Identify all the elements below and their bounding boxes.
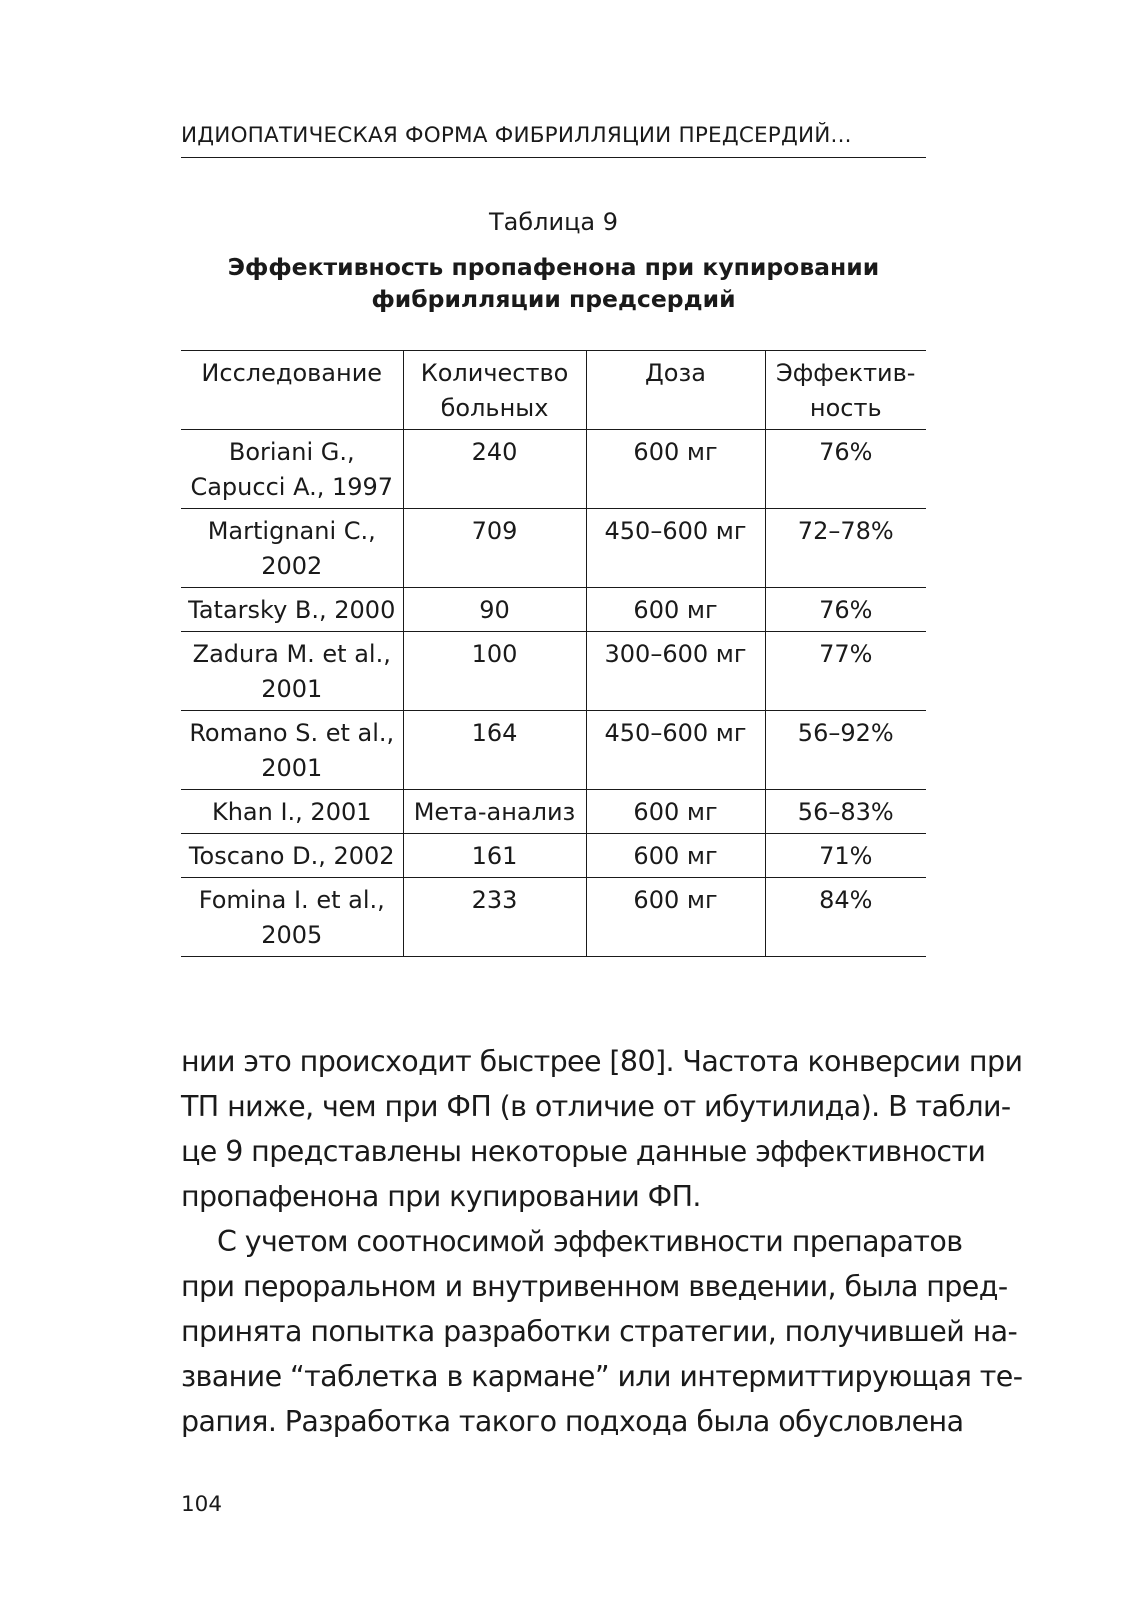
cell-line: больных [440, 394, 549, 422]
cell-line: 76% [819, 596, 873, 624]
cell-line: 77% [819, 640, 873, 668]
table-cell [586, 878, 765, 957]
cell-line: Zadura M. et al., [192, 640, 391, 668]
cell-line: 600 мг [633, 798, 718, 826]
table-cell [586, 834, 765, 878]
table-title [181, 251, 926, 315]
body-text [181, 1039, 1023, 1444]
cell-line: Martignani C., [207, 517, 376, 545]
table-row [181, 430, 926, 509]
table-label: Таблица 9 [488, 208, 619, 236]
paragraph-line: це 9 представлены некоторые данные эффективности [181, 1135, 986, 1168]
cell-line: 233 [471, 886, 518, 914]
table-cell [765, 711, 926, 790]
table-cell [403, 834, 586, 878]
cell-line: 90 [479, 596, 510, 624]
column-header [765, 351, 926, 430]
cell-line: 450–600 мг [604, 517, 747, 545]
table-cell [765, 430, 926, 509]
table-header [181, 351, 926, 430]
paragraph-line: звание “таблетка в кармане” или интермиттирующая те- [181, 1360, 1023, 1393]
cell-line: 600 мг [633, 596, 718, 624]
cell-line: 2002 [261, 552, 323, 580]
table-cell [181, 711, 403, 790]
table-row [181, 509, 926, 588]
table-cell [181, 632, 403, 711]
table-cell [765, 878, 926, 957]
table-cell [181, 834, 403, 878]
table-row [181, 878, 926, 957]
table-cell [403, 632, 586, 711]
cell-line: 2001 [261, 754, 323, 782]
column-header [181, 351, 403, 430]
table-row [181, 588, 926, 632]
table-row [181, 834, 926, 878]
page-number: 104 [181, 1492, 223, 1517]
table-cell [181, 588, 403, 632]
cell-line: Эффектив- [776, 359, 916, 387]
cell-line: Количество [420, 359, 569, 387]
cell-line: 71% [819, 842, 873, 870]
cell-line: ность [809, 394, 882, 422]
cell-line: 600 мг [633, 438, 718, 466]
table-cell [403, 588, 586, 632]
table-cell [765, 834, 926, 878]
cell-line: 2001 [261, 675, 323, 703]
cell-line: Исследование [201, 359, 383, 387]
cell-line: 56–92% [797, 719, 894, 747]
table-cell [586, 588, 765, 632]
running-header: ИДИОПАТИЧЕСКАЯ ФОРМА ФИБРИЛЛЯЦИИ ПРЕДСЕРДИЙ... [181, 121, 926, 158]
table-cell [403, 711, 586, 790]
column-header [586, 351, 765, 430]
table-cell [765, 632, 926, 711]
cell-line: 100 [471, 640, 518, 668]
table-cell [403, 790, 586, 834]
paragraph-line: при пероральном и внутривенном введении, была пред- [181, 1270, 1008, 1303]
paragraph-line: рапия. Разработка такого подхода была обусловлена [181, 1405, 964, 1438]
cell-line: Toscano D., 2002 [188, 842, 395, 870]
cell-line: 600 мг [633, 842, 718, 870]
table-row [181, 711, 926, 790]
table-cell [586, 509, 765, 588]
cell-line: Romano S. et al., [189, 719, 395, 747]
paragraph-line: ТП ниже, чем при ФП (в отличие от ибутилида). В табли- [181, 1090, 1011, 1123]
cell-line: 240 [471, 438, 518, 466]
table-cell [403, 878, 586, 957]
cell-line: 300–600 мг [604, 640, 747, 668]
cell-line: 709 [471, 517, 518, 545]
table-cell [765, 790, 926, 834]
paragraph-line: пропафенона при купировании ФП. [181, 1180, 701, 1213]
table-cell [765, 509, 926, 588]
table-cell [765, 588, 926, 632]
cell-line: 84% [819, 886, 873, 914]
column-header [403, 351, 586, 430]
table-cell [586, 790, 765, 834]
cell-line: Khan I., 2001 [211, 798, 372, 826]
header-row [181, 351, 926, 430]
table-body [181, 430, 926, 957]
table-title-line: Эффективность пропафенона при купировании [227, 253, 880, 281]
table-cell [586, 430, 765, 509]
cell-line: Доза [645, 359, 706, 387]
cell-line: 72–78% [797, 517, 894, 545]
table-cell [181, 430, 403, 509]
paragraph-line: С учетом соотносимой эффективности препаратов [217, 1225, 963, 1258]
paragraph-line: принята попытка разработки стратегии, получившей на- [181, 1315, 1018, 1348]
cell-line: 76% [819, 438, 873, 466]
table-cell [586, 711, 765, 790]
cell-line: 450–600 мг [604, 719, 747, 747]
cell-line: Мета-анализ [413, 798, 576, 826]
table-row [181, 790, 926, 834]
table-cell [181, 790, 403, 834]
table-row [181, 632, 926, 711]
cell-line: 164 [471, 719, 518, 747]
cell-line: 2005 [261, 921, 323, 949]
efficacy-table [181, 350, 926, 957]
cell-line: 600 мг [633, 886, 718, 914]
table-title-line: фибрилляции предсердий [371, 285, 736, 313]
table-cell [403, 509, 586, 588]
cell-line: 161 [471, 842, 518, 870]
table-cell [181, 509, 403, 588]
cell-line: Tatarsky B., 2000 [188, 596, 396, 624]
table-cell [403, 430, 586, 509]
table-cell [586, 632, 765, 711]
table-cell [181, 878, 403, 957]
cell-line: Capucci A., 1997 [190, 473, 394, 501]
cell-line: 56–83% [797, 798, 894, 826]
cell-line: Fomina I. et al., [198, 886, 385, 914]
cell-line: Boriani G., [228, 438, 355, 466]
paragraph-line: нии это происходит быстрее [80]. Частота конверсии при [181, 1045, 1023, 1078]
